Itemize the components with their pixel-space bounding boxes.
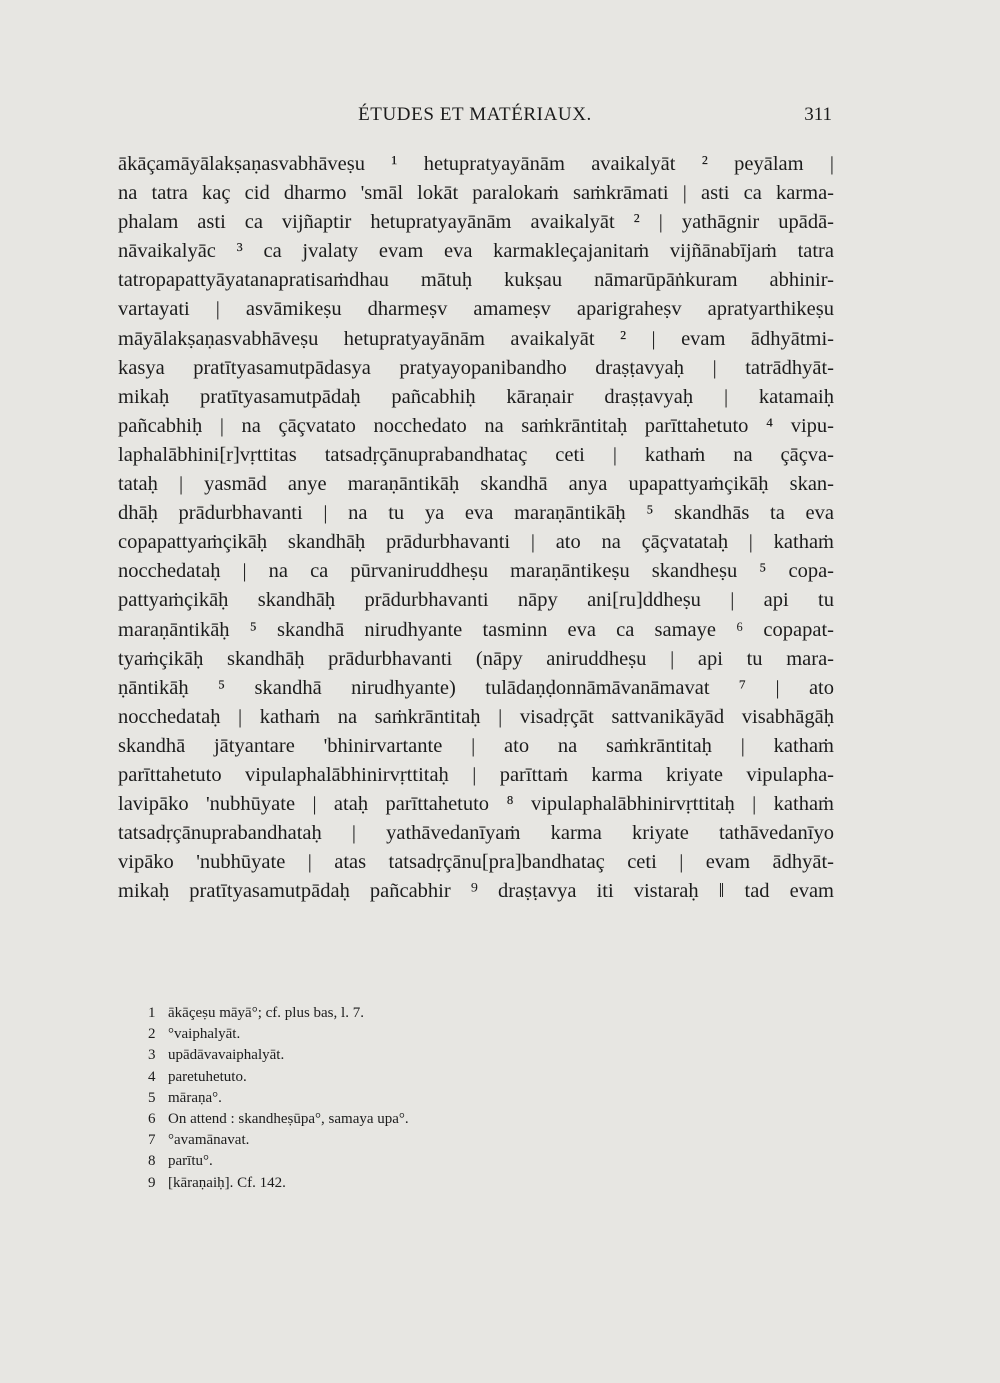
text-line: nocchedataḥ | kathaṁ na saṁkrāntitaḥ | visadṛçāt sattvanikāyād visabhāgāḥ bbox=[118, 705, 834, 728]
footnote-text: upādāvavaiphalyāt. bbox=[168, 1047, 285, 1064]
text-line: phalam asti ca vijñaptir hetupratyayānām avaikalyāt ² | yathāgnir upādā- bbox=[118, 211, 834, 234]
text-line: tataḥ | yasmād anye maraṇāntikāḥ skandhā anya upapattyaṁçikāḥ skan- bbox=[118, 473, 834, 496]
text-line: parīttahetuto vipulaphalābhinirvṛttitaḥ | parīttaṁ karma kriyate vipulapha- bbox=[118, 763, 834, 786]
text-line: kasya pratītyasamutpādasya pratyayopanibandho draṣṭavyaḥ | tatrādhyāt- bbox=[118, 356, 834, 379]
footnote-number: 2 bbox=[148, 1026, 156, 1043]
text-line: na tatra kaç cid dharmo 'smāl lokāt paralokaṁ saṁkrāmati | asti ca karma- bbox=[118, 182, 834, 205]
footnote bbox=[148, 1088, 748, 1109]
footnote-number: 8 bbox=[148, 1153, 156, 1170]
text-line: mikaḥ pratītyasamutpādaḥ pañcabhir ⁹ draṣṭavya iti vistaraḥ ‖ tad evam bbox=[118, 880, 834, 903]
text-line: nocchedataḥ | na ca pūrvaniruddheṣu maraṇāntikeṣu skandheṣu ⁵ copa- bbox=[118, 560, 834, 583]
text-line: skandhā jātyantare 'bhinirvartante | ato na saṁkrāntitaḥ | kathaṁ bbox=[118, 734, 834, 757]
text-line: mikaḥ pratītyasamutpādaḥ pañcabhiḥ kāraṇair draṣṭavyaḥ | katamaiḥ bbox=[118, 385, 834, 408]
footnote-number: 7 bbox=[148, 1132, 156, 1149]
text-line: tatsadṛçānuprabandhataḥ | yathāvedanīyaṁ karma kriyate tathāvedanīyo bbox=[118, 822, 834, 845]
footnote-text: °avamānavat. bbox=[168, 1132, 250, 1149]
footnote-text: °vaiphalyāt. bbox=[168, 1026, 241, 1043]
text-line: laphalābhini[r]vṛttitas tatsadṛçānuprabandhataç ceti | kathaṁ na çāçva- bbox=[118, 443, 834, 466]
footnote bbox=[148, 1130, 748, 1151]
footnote-text: paretuhetuto. bbox=[168, 1068, 247, 1085]
text-line: maraṇāntikāḥ ⁵ skandhā nirudhyante tasminn eva ca samaye ⁶ copapat- bbox=[118, 618, 834, 641]
text-line: vipāko 'nubhūyate | atas tatsadṛçānu[pra]bandhataç ceti | evam ādhyāt- bbox=[118, 851, 834, 874]
footnote bbox=[148, 1067, 748, 1088]
text-line: dhāḥ prādurbhavanti | na tu ya eva maraṇāntikāḥ ⁵ skandhās ta eva bbox=[118, 502, 834, 525]
footnote-number: 4 bbox=[148, 1068, 156, 1085]
text-line: lavipāko 'nubhūyate | ataḥ parīttahetuto ⁸ vipulaphalābhinirvṛttitaḥ | kathaṁ bbox=[118, 793, 834, 816]
footnote-text: ākāçeṣu māyā°; cf. plus bas, l. 7. bbox=[168, 1005, 364, 1021]
footnote bbox=[148, 1045, 748, 1066]
text-line: pañcabhiḥ | na çāçvatato nocchedato na saṁkrāntitaḥ parīttahetuto ⁴ vipu- bbox=[118, 414, 834, 437]
text-line: nāvaikalyāc ³ ca jvalaty evam eva karmakleçajanitaṁ vijñānabījaṁ tatra bbox=[118, 240, 834, 263]
page-number: 311 bbox=[804, 104, 832, 125]
footnote bbox=[148, 1003, 748, 1024]
text-line: tyaṁçikāḥ skandhāḥ prādurbhavanti (nāpy aniruddheṣu | api tu mara- bbox=[118, 647, 834, 670]
footnote bbox=[148, 1024, 748, 1045]
text-line: tatropapattyāyatanapratisaṁdhau mātuḥ kukṣau nāmarūpāṅkuram abhinir- bbox=[118, 269, 834, 292]
footnote-text: parītu°. bbox=[168, 1153, 213, 1170]
footnote-number: 5 bbox=[148, 1089, 156, 1106]
footnote-text: māraṇa°. bbox=[168, 1089, 222, 1106]
footnote-text: [kāraṇaiḥ]. Cf. 142. bbox=[168, 1174, 286, 1191]
footnote bbox=[148, 1173, 748, 1194]
text-line: pattyaṁçikāḥ skandhāḥ prādurbhavanti nāpy ani[ru]ddheṣu | api tu bbox=[118, 589, 834, 612]
footnote-number: 1 bbox=[148, 1005, 156, 1021]
text-line: māyālakṣaṇasvabhāveṣu hetupratyayānām avaikalyāt ² | evam ādhyātmi- bbox=[118, 327, 834, 350]
text-line: vartayati | asvāmikeṣu dharmeṣv amameṣv aparigraheṣv apratyarthikeṣu bbox=[118, 298, 834, 321]
footnote-text: On attend : skandheṣūpa°, samaya upa°. bbox=[168, 1110, 409, 1127]
footnote bbox=[148, 1109, 748, 1130]
footnote bbox=[148, 1151, 748, 1172]
running-title: ÉTUDES ET MATÉRIAUX. bbox=[358, 104, 592, 125]
body-text bbox=[118, 150, 834, 906]
text-line: ṇāntikāḥ ⁵ skandhā nirudhyante) tulādaṇḍonnāmāvanāmavat ⁷ | ato bbox=[118, 676, 834, 699]
footnotes bbox=[148, 1003, 748, 1194]
footnote-number: 6 bbox=[148, 1110, 156, 1127]
page-header bbox=[118, 104, 832, 134]
footnote-number: 9 bbox=[148, 1174, 156, 1191]
footnote-number: 3 bbox=[148, 1047, 156, 1064]
text-line: copapattyaṁçikāḥ skandhāḥ prādurbhavanti | ato na çāçvatataḥ | kathaṁ bbox=[118, 531, 834, 554]
text-line: ākāçamāyālakṣaṇasvabhāveṣu ¹ hetupratyayānām avaikalyāt ² peyālam | bbox=[118, 153, 834, 175]
